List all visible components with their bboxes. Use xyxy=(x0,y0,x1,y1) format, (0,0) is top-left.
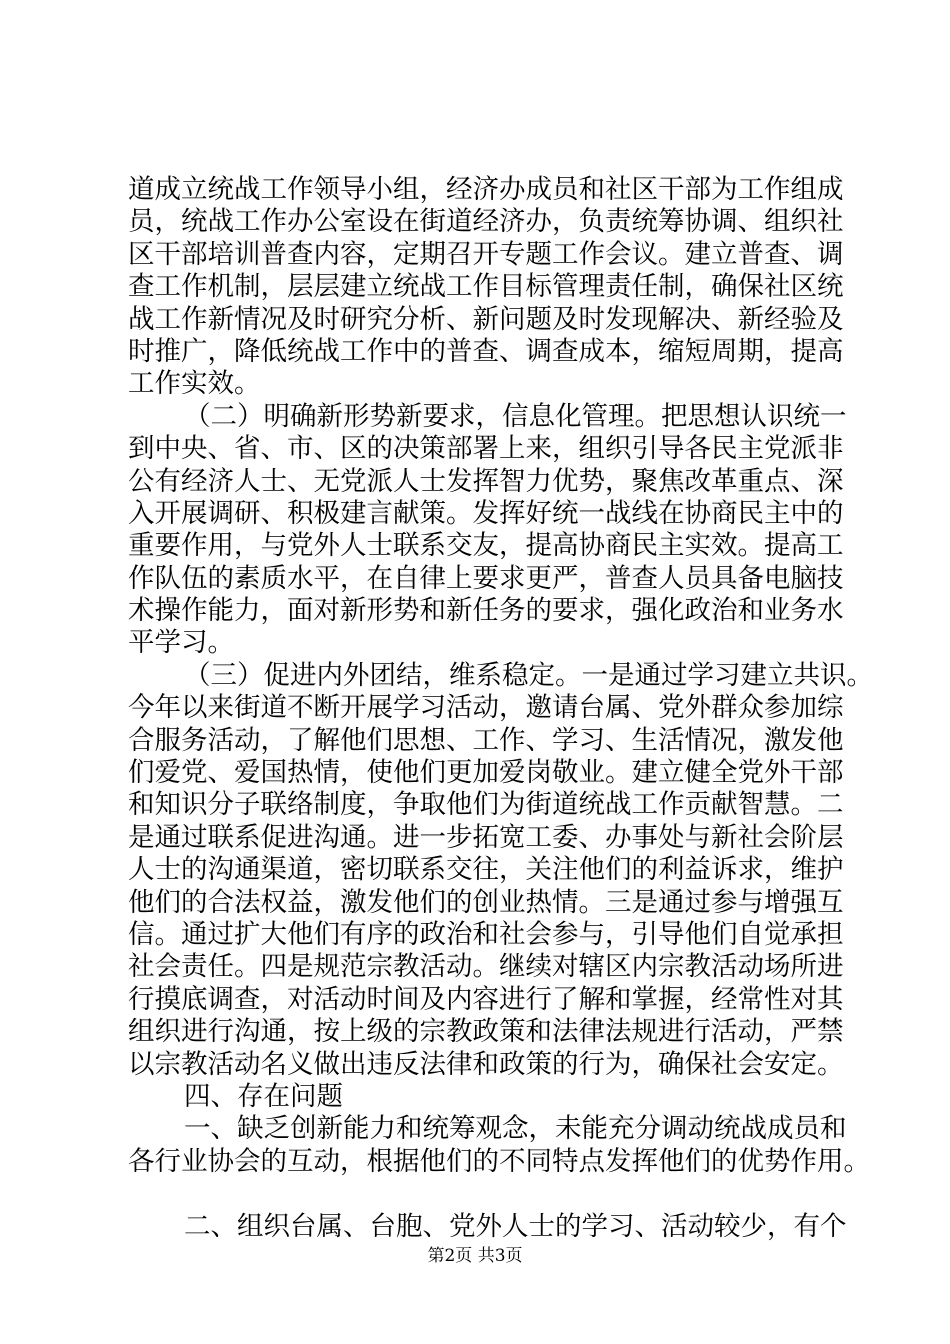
page-number-footer: 第2页 共3页 xyxy=(427,1246,523,1266)
text-line: 行摸底调查，对活动时间及内容进行了解和掌握，经常性对其 xyxy=(128,983,844,1015)
text-line: 组织进行沟通，按上级的宗教政策和法律法规进行活动，严禁 xyxy=(128,1016,844,1048)
text-line: 们爱党、爱国热情，使他们更加爱岗敬业。建立健全党外干部 xyxy=(128,757,844,789)
text-line: 他们的合法权益，激发他们的创业热情。三是通过参与增强互 xyxy=(128,886,844,918)
text-line: （二）明确新形势新要求，信息化管理。把思想认识统一 xyxy=(184,400,847,432)
text-line: 公有经济人士、无党派人士发挥智力优势，聚焦改革重点、深 xyxy=(128,465,844,497)
text-line: （三）促进内外团结，维系稳定。一是通过学习建立共识。 xyxy=(184,659,873,691)
text-line: 战工作新情况及时研究分析、新问题及时发现解决、新经验及 xyxy=(128,303,844,335)
body-text xyxy=(128,174,873,1243)
text-line: 合服务活动，了解他们思想、工作、学习、生活情况，激发他 xyxy=(128,724,844,756)
text-line: 到中央、省、市、区的决策部署上来，组织引导各民主党派非 xyxy=(128,433,844,465)
text-line: 二、组织台属、台胞、党外人士的学习、活动较少，有个 xyxy=(184,1210,847,1242)
text-line: 和知识分子联络制度，争取他们为街道统战工作贡献智慧。二 xyxy=(128,789,844,821)
text-line: 入开展调研、积极建言献策。发挥好统一战线在协商民主中的 xyxy=(128,497,844,529)
text-line: 社会责任。四是规范宗教活动。继续对辖区内宗教活动场所进 xyxy=(128,951,844,983)
text-line: 员，统战工作办公室设在街道经济办，负责统筹协调、组织社 xyxy=(128,206,844,238)
paragraph-gap xyxy=(128,1178,838,1210)
text-line: 区干部培训普查内容，定期召开专题工作会议。建立普查、调 xyxy=(128,238,844,270)
text-line: 道成立统战工作领导小组，经济办成员和社区干部为工作组成 xyxy=(128,174,844,205)
text-line: 是通过联系促进沟通。进一步拓宽工委、办事处与新社会阶层 xyxy=(128,821,844,853)
text-line: 以宗教活动名义做出违反法律和政策的行为，确保社会安定。 xyxy=(128,1048,844,1080)
text-line: 人士的沟通渠道，密切联系交往，关注他们的利益诉求，维护 xyxy=(128,854,844,886)
text-line: 各行业协会的互动，根据他们的不同特点发挥他们的优势作用。 xyxy=(128,1145,870,1177)
text-line: 重要作用，与党外人士联系交友，提高协商民主实效。提高工 xyxy=(128,530,844,562)
text-line: 术操作能力，面对新形势和新任务的要求，强化政治和业务水 xyxy=(128,595,844,627)
text-line: 平学习。 xyxy=(128,627,234,659)
text-line: 工作实效。 xyxy=(128,368,261,400)
text-line: 一、缺乏创新能力和统筹观念，未能充分调动统战成员和 xyxy=(184,1113,847,1145)
text-line: 查工作机制，层层建立统战工作目标管理责任制，确保社区统 xyxy=(128,271,844,303)
text-line: 今年以来街道不断开展学习活动，邀请台属、党外群众参加综 xyxy=(128,692,844,724)
text-line: 信。通过扩大他们有序的政治和社会参与，引导他们自觉承担 xyxy=(128,918,844,950)
section-heading: 四、存在问题 xyxy=(184,1080,343,1112)
text-line: 作队伍的素质水平，在自律上要求更严，普查人员具备电脑技 xyxy=(128,562,844,594)
text-line: 时推广，降低统战工作中的普查、调查成本，缩短周期，提高 xyxy=(128,335,844,367)
